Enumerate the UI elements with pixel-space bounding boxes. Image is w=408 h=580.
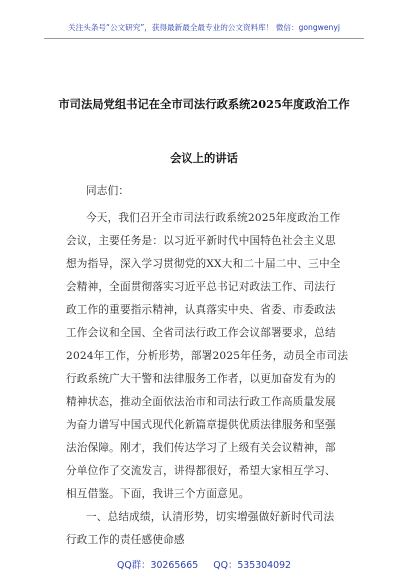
paragraph-line: 精神状态，推动全面依法治市和司法行政工作高质量发展	[66, 396, 336, 408]
document-title-line-1: 市司法局党组书记在全市司法行政系统2025年度政治工作	[58, 97, 350, 111]
paragraph-line: 行政系统广大干警和法律服务工作者，以更加奋发有为的	[66, 373, 336, 385]
paragraph-line: 法治保障。刚才，我们传达学习了上级有关会议精神，部	[66, 442, 336, 454]
header-divider	[44, 38, 364, 39]
document-title-line-2: 会议上的讲话	[170, 151, 238, 165]
salutation: 同志们：	[86, 185, 130, 197]
paragraph-line: 分单位作了交流发言，讲得都很好，希望大家相互学习、	[66, 465, 336, 477]
paragraph-line: 政工作的重要指示精神，认真落实中央、省委、市委政法	[66, 304, 336, 316]
paragraph-line: 会议，主要任务是：以习近平新时代中国特色社会主义思	[66, 235, 336, 247]
footer-qq-group: QQ群：30265665	[116, 560, 199, 571]
paragraph-line: 2024年工作，分析形势，部署2025年任务，动员全市司法	[66, 350, 349, 362]
header-note: 关注头条号“公文研究”，获得最新最全最专业的公文资料库！ 微信：gongwenyj	[68, 23, 340, 32]
paragraph-line: 工作会议和全国、全省司法行政工作会议部署要求，总结	[66, 327, 336, 339]
paragraph-line: 相互借鉴。下面，我讲三个方面意见。	[66, 488, 250, 500]
paragraph-line: 行政工作的责任感使命感	[66, 534, 185, 546]
paragraph-line: 会精神，全面贯彻落实习近平总书记对政法工作、司法行	[66, 281, 336, 293]
footer-qq: QQ：535304092	[213, 560, 292, 571]
footer-contact	[0, 557, 408, 571]
paragraph-line: 想为指导，深入学习贯彻党的XX大和二十届二中、三中全	[66, 258, 341, 270]
paragraph-line: 为奋力谱写中国式现代化新篇章提供优质法律服务和坚强	[66, 419, 336, 431]
paragraph-line: 一、总结成绩，认清形势，切实增强做好新时代司法	[86, 511, 335, 523]
paragraph-line: 今天，我们召开全市司法行政系统2025年度政治工作	[86, 212, 341, 224]
